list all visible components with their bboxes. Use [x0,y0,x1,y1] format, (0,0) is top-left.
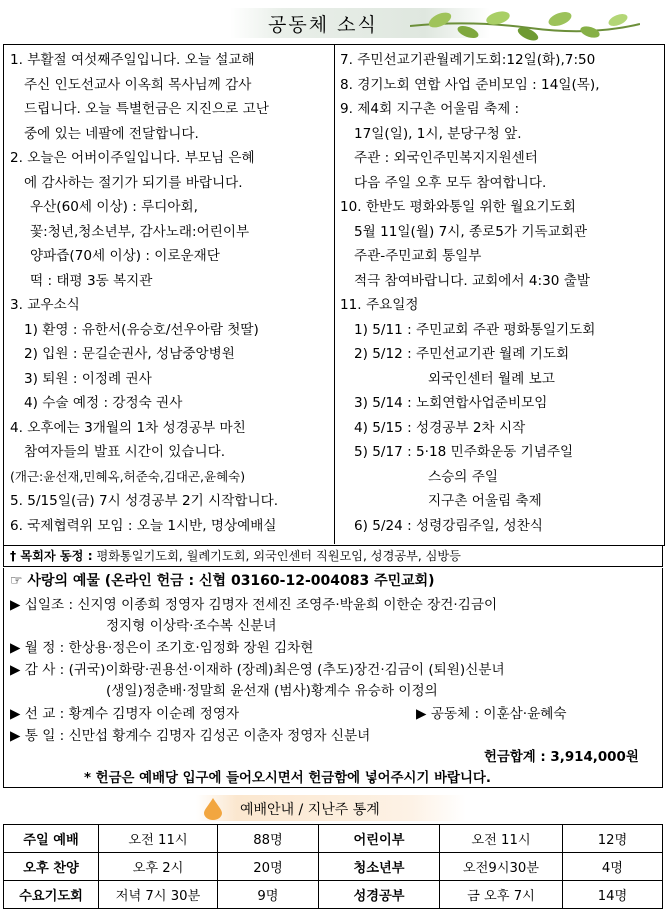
news-line: 1. 부활절 여섯째주일입니다. 오늘 설교해 [10,52,255,68]
news-line: 2) 입원 : 문길순권사, 성남중앙병원 [24,346,235,362]
offering-line: ▶ 통 일 : 신만섭 황계수 김명자 김성곤 이춘자 정영자 신분녀 [10,728,371,744]
table-cell: 어린이부 [319,825,440,853]
vine-leaf-icon [410,6,640,42]
news-line: 3) 퇴원 : 이정례 권사 [24,370,152,387]
table-cell: 오전9시30분 [440,853,563,881]
news-line: (개근:윤선재,민혜옥,허준숙,김대곤,윤혜숙) [10,468,246,484]
table-row [4,853,663,881]
table-cell: 오전 11시 [99,825,218,853]
news-line: 참여자들의 발표 시간이 있습니다. [24,444,226,460]
offering-line: (생일)정춘배·정말희 윤선재 (범사)황계수 유승하 이정의 [106,683,438,699]
news-line: 1) 환영 : 유한서(유승호/선우아람 첫딸) [24,321,259,338]
offering-total: 헌금합계 : 3,914,000원 [484,750,639,765]
offering-line: ▶ 십일조 : 신지영 이종희 정영자 김명자 전세진 조영주·박윤희 이한순 장건·김금이 [10,597,498,613]
pastor-activity [3,545,663,567]
news-line: 다음 주일 오후 모두 참여합니다. [354,174,547,191]
droplet-icon [200,797,226,821]
stats-table [3,824,663,909]
offering-line: 정지형 이상락·조수복 신분녀 [106,618,277,634]
left-column [10,48,332,538]
table-row [4,881,663,909]
schedule-item-cont: 스승의 주일 [428,468,498,485]
news-line: 떡 : 태평 3동 복지관 [30,272,153,289]
schedule-item: 2) 5/12 : 주민선교기관 월례 기도회 [354,346,570,362]
news-line: 드립니다. 오늘 특별헌금은 지진으로 고난 [24,101,269,117]
table-row [4,825,663,853]
news-line: 11. 주요일정 [340,297,419,313]
page-title: 공동체 소식 [268,14,378,36]
offering-line: ▶ 월 정 : 한상용·정은이 조기호·임정화 장원 김차현 [10,640,314,656]
news-line: 주관 : 외국인주민복지지원센터 [354,150,538,166]
news-line: 중에 있는 네팔에 전달합니다. [24,125,199,142]
table-cell: 오전 11시 [440,825,563,853]
news-line: 7. 주민선교기관월례기도회:12일(화),7:50 [340,52,596,68]
stats-title: 예배안내 / 지난주 통계 [240,802,380,818]
offering-line: ▶ 공동체 : 이훈삼·윤혜숙 [416,706,567,722]
news-line: 8. 경기노회 연합 사업 준비모임 : 14일(목), [340,76,600,93]
table-cell: 오후 찬양 [4,853,99,881]
news-line: 적극 참여바랍니다. 교회에서 4:30 출발 [354,272,590,289]
news-line: 4) 수술 예정 : 강정숙 권사 [24,395,183,411]
news-line: 2. 오늘은 어버이주일입니다. 부모님 은혜 [10,150,255,166]
table-cell: 저녁 7시 30분 [99,881,218,909]
news-line: 주관-주민교회 통일부 [354,248,482,264]
news-line: 우산(60세 이상) : 루디아회, [30,199,198,215]
schedule-item: 4) 5/15 : 성경공부 2차 시작 [354,419,526,436]
news-line: 5. 5/15일(금) 7시 성경공부 2기 시작합니다. [10,493,279,509]
table-cell: 청소년부 [319,853,440,881]
table-cell: 14명 [563,881,663,909]
offering-notice: * 헌금은 예배당 입구에 들어오시면서 헌금함에 넣어주시기 바랍니다. [84,771,491,786]
news-line: 양파즙(70세 이상) : 이로운재단 [30,248,220,264]
schedule-item: 3) 5/14 : 노회연합사업준비모임 [354,395,548,411]
offering-section [3,568,663,788]
news-line: 꽃:청년,청소년부, 감사노래:어린이부 [30,223,250,240]
schedule-item: 1) 5/11 : 주민교회 주관 평화통일기도회 [354,321,596,338]
table-cell: 수요기도회 [4,881,99,909]
table-cell: 주일 예배 [4,825,99,853]
news-line: 9. 제4회 지구촌 어울림 축제 : [340,101,520,117]
news-line: 주신 인도선교사 이옥희 목사님께 감사 [24,76,252,93]
news-line: 4. 오후에는 3개월의 1차 성경공부 마친 [10,419,246,436]
table-cell: 오후 2시 [99,853,218,881]
schedule-item-cont: 지구촌 어울림 축제 [428,493,542,509]
news-line: 5월 11일(월) 7시, 종로5가 기독교회관 [354,223,588,240]
news-line: 17일(일), 1시, 분당구청 앞. [354,125,522,142]
news-line: 6. 국제협력위 모임 : 오늘 1시반, 명상예배실 [10,517,277,534]
offering-line: ▶ 감 사 : (귀국)이화랑·권용선·이재하 (장례)최은영 (추도)장건·김금이 (퇴원)신분녀 [10,662,505,678]
table-cell: 성경공부 [319,881,440,909]
table-cell: 4명 [563,853,663,881]
schedule-item: 5) 5/17 : 5·18 민주화운동 기념주일 [354,444,574,460]
table-cell: 12명 [563,825,663,853]
schedule-item-cont: 외국인센터 월례 보고 [428,370,555,387]
table-cell: 금 오후 7시 [440,881,563,909]
news-line: 에 감사하는 절기가 되기를 바랍니다. [24,174,243,191]
table-cell: 9명 [218,881,319,909]
stats-header [0,789,669,823]
table-cell: 88명 [218,825,319,853]
pastor-activity-text: 평화통일기도회, 월례기도회, 외국인센터 직원모임, 성경공부, 심방등 [96,549,461,563]
right-column [340,48,664,538]
news-line: 10. 한반도 평화와통일 위한 월요기도회 [340,199,576,215]
news-line: 3. 교우소식 [10,297,80,313]
offering-header: ☞ 사랑의 예물 (온라인 헌금 : 신협 03160-12-004083 주민교회) [10,573,435,589]
page-header [0,0,669,44]
pastor-activity-label: † 목회자 동정 : [10,549,93,563]
offering-line: ▶ 선 교 : 황계수 김명자 이순례 정영자 [10,706,240,722]
table-cell: 20명 [218,853,319,881]
column-divider [334,44,335,544]
schedule-item: 6) 5/24 : 성령강림주일, 성찬식 [354,517,543,534]
